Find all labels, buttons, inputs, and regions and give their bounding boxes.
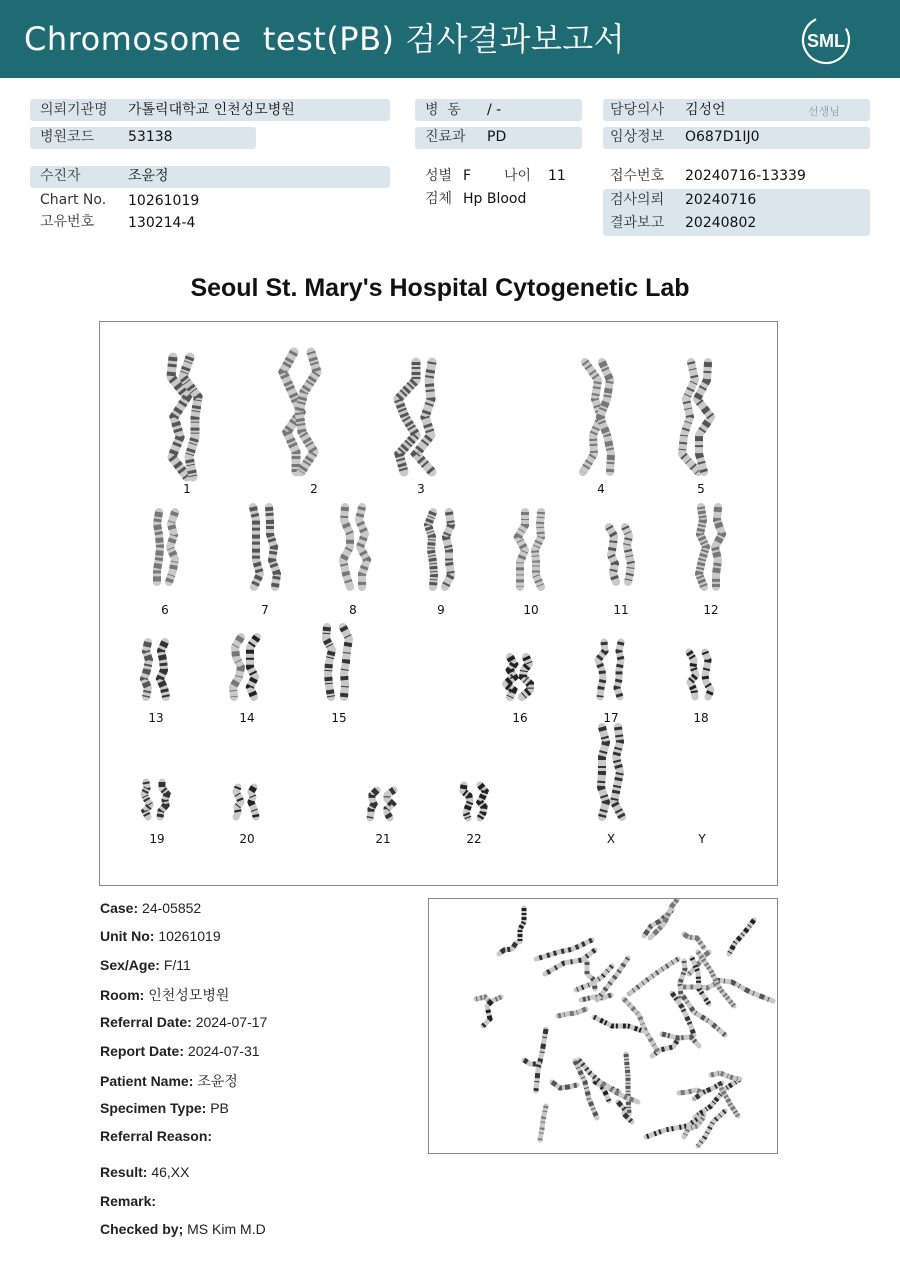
patient-bar [30, 166, 390, 188]
checked-row: Checked by; MS Kim M.D [100, 1221, 266, 1237]
chromosome-15-a [326, 627, 332, 697]
chromosome-6-b [169, 512, 175, 582]
request-label: 검사의뢰 [610, 192, 665, 208]
room-row: Room: 인천성모병원 [100, 987, 230, 1003]
chromosome-19-b [160, 782, 167, 817]
chromosome-7-a [253, 507, 260, 587]
metaphase-chromosome [650, 899, 684, 938]
unique-label: 고유번호 [40, 214, 95, 230]
chromosome-label-7: 7 [261, 603, 269, 617]
karyotype-panel [99, 321, 778, 886]
sex-label: 성별 [425, 168, 453, 184]
chromosome-5-b [697, 362, 711, 472]
institution-label: 의뢰기관명 [40, 102, 108, 118]
chromosome-23-b [614, 727, 622, 817]
report-date-row: Report Date: 2024-07-31 [100, 1043, 260, 1059]
chromosome-label-3: 3 [417, 482, 425, 496]
metaphase-chromosome [540, 1106, 546, 1140]
hospital-code-value: 53138 [128, 129, 173, 145]
remark-row: Remark: [100, 1193, 157, 1209]
report-header [0, 0, 900, 78]
report-value: 20240802 [685, 215, 757, 231]
metaphase-chromosome [558, 1009, 586, 1016]
chromosome-14-a [233, 637, 241, 697]
specimen-type-row: Specimen Type: PB [100, 1100, 229, 1116]
chart-label: Chart No. [40, 192, 107, 208]
metaphase-chromosome [626, 1054, 629, 1114]
chromosome-16-b [522, 657, 530, 697]
chromosome-label-4: 4 [597, 482, 605, 496]
specimen-label: 검체 [425, 191, 453, 207]
chromosome-2-b [299, 352, 317, 472]
lab-title: Seoul St. Mary's Hospital Cytogenetic Lab [190, 274, 690, 302]
chromosome-label-20: 20 [239, 832, 255, 846]
specimen-value: Hp Blood [463, 191, 527, 207]
metaphase-chromosome [680, 961, 685, 998]
dept-value: PD [487, 129, 507, 145]
chromosome-18-b [705, 652, 711, 697]
chromosome-label-13: 13 [148, 711, 164, 725]
chromosome-1-b [183, 357, 198, 477]
metaphase-chromosome [684, 934, 704, 948]
chromosome-13-b [160, 642, 166, 697]
chromosome-label-5: 5 [697, 482, 705, 496]
patient-label: 수진자 [40, 168, 81, 184]
chromosome-8-a [343, 507, 350, 587]
chromosome-label-6: 6 [161, 603, 169, 617]
chromosome-label-x: X [606, 832, 616, 846]
sml-logo-icon [800, 14, 852, 66]
metaphase-chromosome [524, 1060, 539, 1067]
logo-text: SML [807, 31, 845, 51]
chromosome-label-10: 10 [523, 603, 539, 617]
dept-label: 진료과 [425, 129, 466, 145]
receipt-label: 접수번호 [610, 168, 665, 184]
chromosome-label-21: 21 [375, 832, 391, 846]
chromosome-label-17: 17 [603, 711, 619, 725]
unique-value: 130214-4 [128, 215, 196, 231]
request-value: 20240716 [685, 192, 757, 208]
chromosome-18-a [689, 652, 696, 697]
metaphase-chromosome [520, 908, 524, 942]
chromosome-label-2: 2 [310, 482, 318, 496]
chromosome-label-19: 19 [149, 832, 165, 846]
metaphase-spread-image [429, 899, 777, 1153]
metaphase-chromosome [711, 1073, 739, 1079]
chromosome-21-a [370, 790, 377, 818]
chromosome-17-a [598, 642, 605, 697]
chromosome-label-1: 1 [183, 482, 191, 496]
patient-value: 조윤정 [128, 168, 169, 184]
chromosome-8-b [359, 507, 367, 587]
metaphase-chromosome [483, 1001, 492, 1026]
chromosome-14-b [250, 637, 257, 697]
referral-reason-row: Referral Reason: [100, 1128, 213, 1144]
ward-label: 병 동 [425, 102, 461, 118]
metaphase-chromosome [729, 920, 754, 954]
chromosome-label-22: 22 [466, 832, 482, 846]
metaphase-chromosome [679, 1090, 701, 1093]
chromosome-10-a [518, 512, 525, 587]
chromosome-label-14: 14 [239, 711, 255, 725]
chromosome-7-b [269, 507, 277, 587]
chart-value: 10261019 [128, 193, 200, 209]
chromosome-label-12: 12 [703, 603, 719, 617]
clinical-value: O687D1IJ0 [685, 129, 760, 145]
chromosome-11-b [625, 527, 631, 582]
chromosome-6-a [157, 512, 160, 582]
chromosome-13-a [144, 642, 149, 697]
chromosome-22-b [480, 785, 485, 818]
chromosome-19-a [144, 782, 150, 817]
metaphase-chromosome [536, 1029, 546, 1091]
institution-value: 가톨릭대학교 인천성모병원 [128, 102, 295, 118]
receipt-value: 20240716-13339 [685, 168, 806, 184]
chromosome-11-a [609, 527, 616, 582]
chromosome-label-18: 18 [693, 711, 709, 725]
chromosome-20-b [251, 787, 256, 817]
chromosome-12-a [699, 507, 706, 587]
chromosome-label-15: 15 [331, 711, 347, 725]
metaphase-chromosome [552, 1082, 577, 1088]
ward-value: / - [487, 102, 502, 118]
report-label: 결과보고 [610, 215, 665, 231]
chromosome-label-y: Y [698, 832, 706, 846]
result-row: Result: 46,XX [100, 1164, 190, 1180]
metaphase-chromosome [499, 943, 516, 954]
chromosome-23-a [601, 727, 606, 817]
chromosome-label-16: 16 [512, 711, 528, 725]
patient-name-row: Patient Name: 조윤정 [100, 1073, 238, 1089]
doctor-value: 김성언 [685, 102, 726, 118]
metaphase-chromosome [629, 959, 678, 994]
hospital-code-label: 병원코드 [40, 129, 95, 145]
sex-value: F [463, 168, 472, 184]
chromosome-15-b [343, 627, 349, 697]
chromosome-label-11: 11 [613, 603, 629, 617]
doctor-suffix: 선생님 [808, 105, 840, 118]
chromosome-label-9: 9 [437, 603, 445, 617]
chromosome-17-b [617, 642, 621, 697]
chromosome-16-a [506, 657, 514, 697]
clinical-label: 임상정보 [610, 129, 665, 145]
referral-date-row: Referral Date: 2024-07-17 [100, 1014, 268, 1030]
chromosome-9-a [428, 512, 434, 587]
metaphase-spread-panel [428, 898, 778, 1154]
chromosome-label-8: 8 [349, 603, 357, 617]
doctor-label: 담당의사 [610, 102, 665, 118]
unit-row: Unit No: 10261019 [100, 928, 221, 944]
chromosome-12-b [715, 507, 722, 587]
age-value: 11 [548, 168, 566, 184]
age-label: 나이 [504, 168, 532, 184]
chromosome-22-a [463, 785, 470, 818]
sexage-row: Sex/Age: F/11 [100, 957, 191, 973]
chromosome-20-a [236, 787, 241, 817]
chromosome-21-b [387, 790, 394, 818]
metaphase-chromosome [594, 1017, 643, 1031]
chromosome-9-b [445, 512, 451, 587]
case-row: Case: 24-05852 [100, 900, 202, 916]
chromosome-10-b [535, 512, 541, 587]
report-title: Chromosome test(PB) 검사결과보고서 [24, 20, 626, 58]
